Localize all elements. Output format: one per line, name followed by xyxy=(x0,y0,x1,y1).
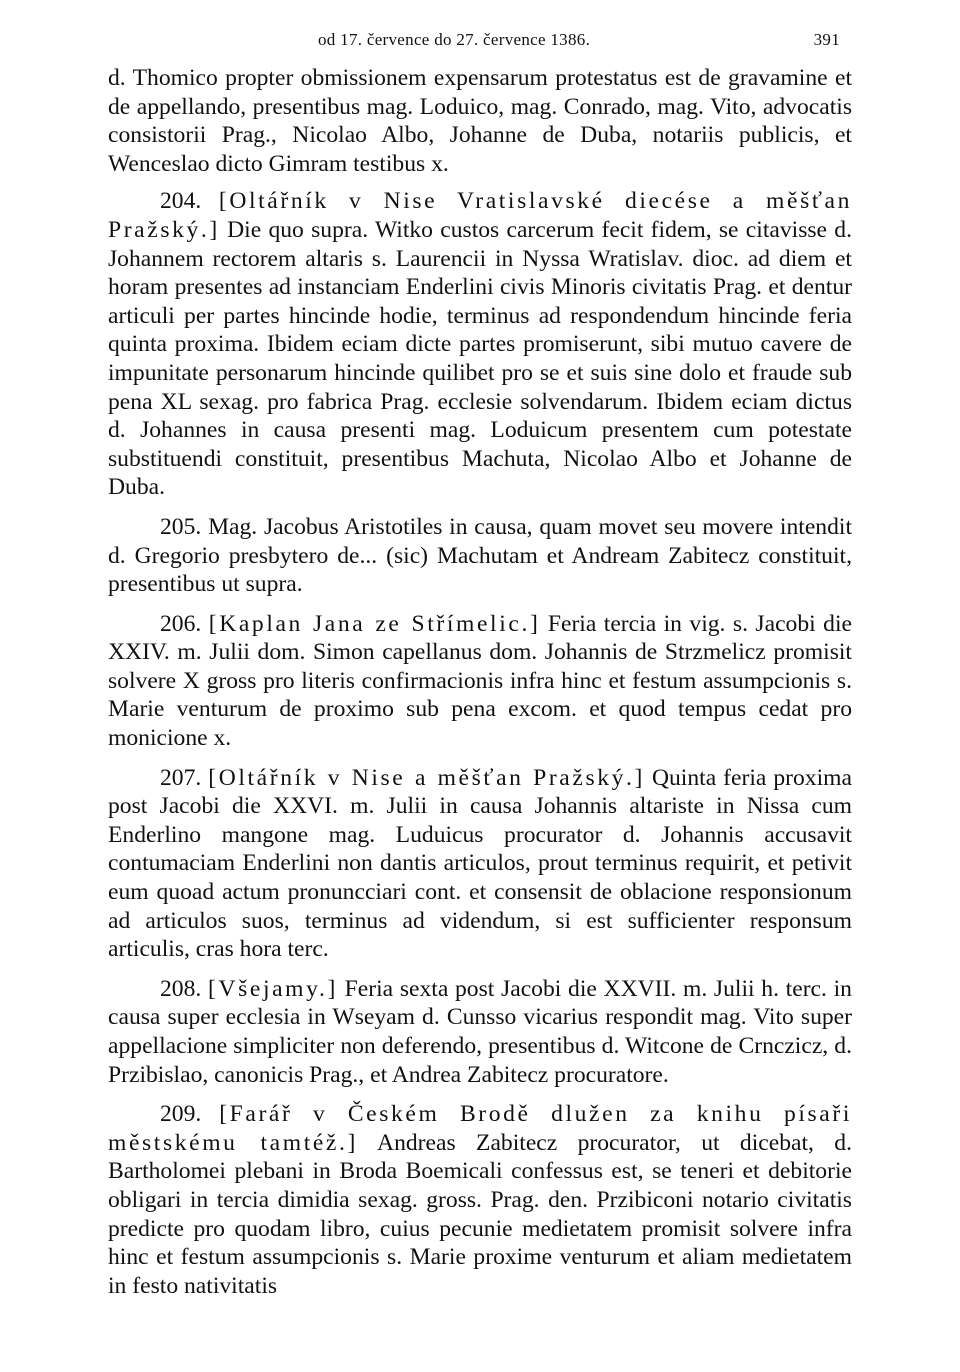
entry-heading: [Oltářník v Nise a měšťan Pražský.] xyxy=(208,764,645,791)
entry-204 xyxy=(108,187,852,502)
entry-206 xyxy=(108,610,852,753)
entry-text: Feria sexta post Jacobi die XXVII. m. Julii h. terc. in causa super ecclesia in Wseyam d. Cunsso vicarius respondit mag. Vito super appellacione simpliciter non deferendo, presentibus d. Witcone de Crnczicz, d. Przibislao, canonicis Prag., et Andrea Zabitecz procuratore. xyxy=(108,975,852,1088)
running-title: od 17. července do 27. července 1386. xyxy=(318,30,591,49)
entry-text: Feria tercia in vig. s. Jacobi die XXIV. m. Julii dom. Simon capellanus dom. Johannis de Strzmelicz promisit solvere X gross pro literis confirmacionis infra hinc et festum assumpcionis s. Marie venturum de proximo sub pena excom. et quod tempus cedat pro monicione x. xyxy=(108,610,852,752)
entry-text: Mag. Jacobus Aristotiles in causa, quam movet seu movere intendit d. Gregorio presbytero de... (sic) Machutam et Andream Zabitecz constituit, presentibus ut supra. xyxy=(108,513,853,598)
document-body xyxy=(108,64,852,1300)
paragraph-continuation xyxy=(108,64,852,178)
entry-number: 205. xyxy=(160,513,202,540)
entry-208 xyxy=(108,975,852,1089)
entry-text: Andreas Zabitecz procurator, ut dicebat, d. Bartholomei plebani in Broda Boemicali confessus est, se teneri et debitorie obligari in tercia dimidia sexag. gross. Prag. den. Przibiconi notario civitatis predicte pro quodam libro, cuius pecunie medietatem promisit solvere infra hinc et festum assumpcionis s. Marie proxime venturum et aliam medietatem in festo nativitatis xyxy=(108,1129,852,1299)
entry-heading: [Oltářník v Nise Vratislavské diecése a měšťan Pražský.] xyxy=(108,188,852,243)
entry-heading: [Farář v Českém Brodě dlužen za knihu písaři městskému tamtéž.] xyxy=(108,1101,852,1156)
entry-number: 204. xyxy=(160,188,202,215)
document-page xyxy=(108,30,852,1300)
entry-heading: [Kaplan Jana ze Střímelic.] xyxy=(208,610,541,637)
entry-209 xyxy=(108,1100,852,1300)
entry-207 xyxy=(108,764,852,964)
entry-text: Quinta feria proxima post Jacobi die XXVI. m. Julii in causa Johannis altariste in Nissa cum Enderlino mangone mag. Luduicus procurator d. Johannis accusavit contumaciam Enderlini non dantis articulos, prout terminus requirit, et petivit eum quoad actum pronuncciari cont. et consensit de oblacione responsionum ad articulos suos, terminus ad videndum, si est sufficienter responsum articulis, cras hora terc. xyxy=(108,764,852,963)
running-header xyxy=(108,30,852,64)
entry-number: 207. xyxy=(160,764,202,791)
entry-205 xyxy=(108,513,852,599)
paragraph-text: d. Thomico propter obmissionem expensarum protestatus est de gravamine et de appellando, presentibus mag. Loduico, mag. Conrado, mag. Vito, advocatis consistorii Prag., Nicolao Albo, Johanne de Duba, notariis publicis, et Wenceslao dicto Gimram testibus x. xyxy=(108,65,852,177)
entry-heading: [Všejamy.] xyxy=(208,975,338,1002)
page-number: 391 xyxy=(813,30,840,49)
entry-number: 209. xyxy=(160,1101,202,1128)
entry-number: 208. xyxy=(160,975,202,1002)
entry-number: 206. xyxy=(160,610,202,637)
entry-text: Die quo supra. Witko custos carcerum fecit fidem, se citavisse d. Johannem rectorem altaris s. Laurencii in Nyssa Wratislav. dioc. ad diem et horam presentes ad instanciam Enderlini civis Minoris civitatis Prag. et dentur articuli per partes hincinde hodie, terminus ad respondendum hincinde feria quinta proxima. Ibidem eciam dicte partes promiserunt, sibi mutuo cavere de impunitate personarum hincinde quilibet pro se et suis sine dolo et fraude sub pena XL sexag. pro fabrica Prag. ecclesie solvendarum. Ibidem eciam dictus d. Johannes in causa presenti mag. Loduicum presentem cum potestate substituendi constituit, presentibus Machuta, Nicolao Albo et Johanne de Duba. xyxy=(108,216,852,501)
